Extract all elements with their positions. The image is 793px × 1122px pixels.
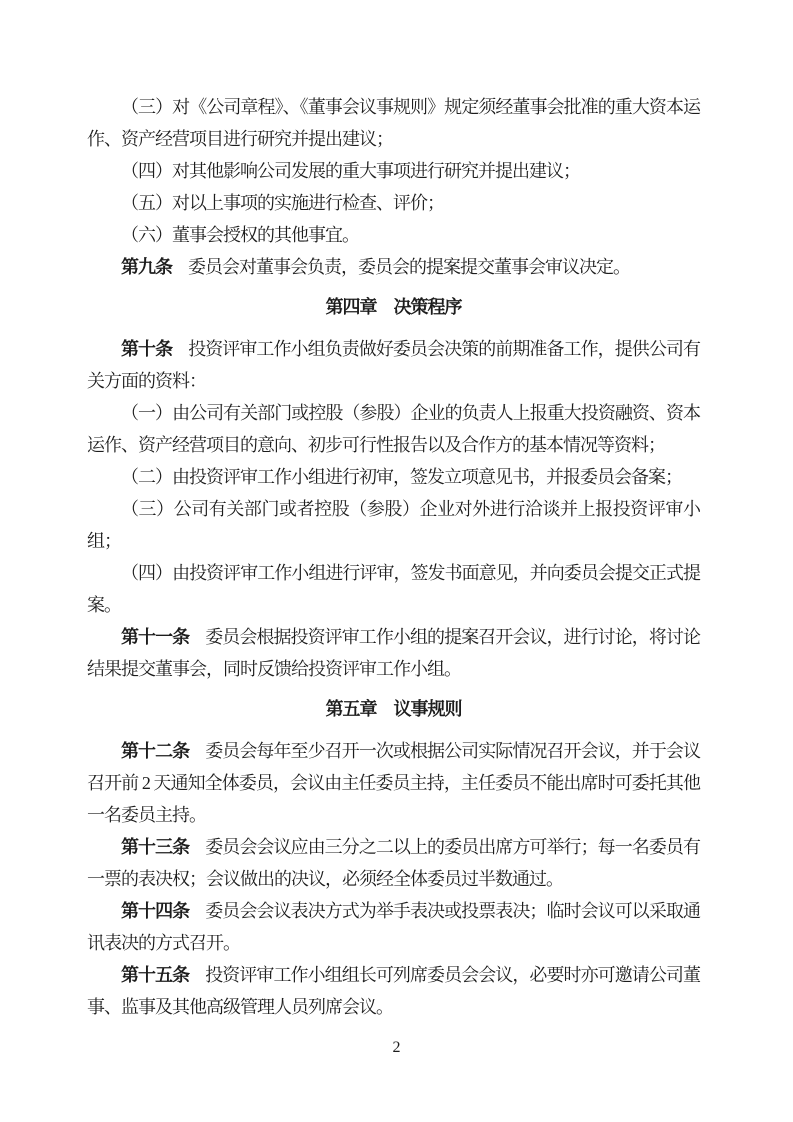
article-number: 第十四条 — [121, 901, 190, 921]
chapter-title: 议事规则 — [393, 699, 462, 719]
chapter-number: 第四章 — [325, 297, 377, 317]
paragraph-text: 投资评审工作小组组长可列席委员会会议，必要时亦可邀请公司董事、监事及其他高级管理人员列席会议。 — [87, 965, 700, 1017]
paragraph-text: 委员会每年至少召开一次或根据公司实际情况召开会议，并于会议召开前 2 天通知全体委员，会议由主任委员主持，主任委员不能出席时可委托其他一名委员主持。 — [87, 741, 700, 825]
article-paragraph — [87, 621, 700, 685]
paragraph-text: （一）由公司有关部门或控股（参股）企业的负责人上报重大投资融资、资本运作、资产经营项目的意向、初步可行性报告以及合作方的基本情况等资料； — [87, 403, 700, 455]
paragraph-text: （四）由投资评审工作小组进行评审，签发书面意见，并向委员会提交正式提案。 — [87, 563, 700, 615]
article-number: 第十五条 — [121, 965, 190, 985]
paragraph-text: 委员会会议应由三分之二以上的委员出席方可举行；每一名委员有一票的表决权；会议做出的决议，必须经全体委员过半数通过。 — [87, 837, 700, 889]
article-number: 第十一条 — [121, 627, 190, 647]
body-paragraph — [87, 155, 700, 187]
body-paragraph — [87, 219, 700, 251]
chapter-heading — [87, 693, 700, 725]
paragraph-text: （二）由投资评审工作小组进行初审，签发立项意见书，并报委员会备案； — [121, 467, 682, 487]
article-paragraph — [87, 735, 700, 831]
chapter-title: 决策程序 — [393, 297, 462, 317]
page-number: 2 — [392, 1039, 401, 1056]
paragraph-text: 委员会对董事会负责，委员会的提案提交董事会审议决定。 — [188, 257, 630, 277]
article-number: 第十二条 — [121, 741, 190, 761]
chapter-heading — [87, 291, 700, 323]
paragraph-text: 委员会会议表决方式为举手表决或投票表决；临时会议可以采取通讯表决的方式召开。 — [87, 901, 700, 953]
chapter-number: 第五章 — [325, 699, 377, 719]
article-number: 第十三条 — [121, 837, 190, 857]
article-paragraph — [87, 959, 700, 1023]
body-paragraph — [87, 397, 700, 461]
body-paragraph — [87, 493, 700, 557]
article-paragraph — [87, 251, 700, 283]
paragraph-text: （五）对以上事项的实施进行检查、评价； — [121, 193, 444, 213]
body-paragraph — [87, 91, 700, 155]
body-paragraph — [87, 461, 700, 493]
article-paragraph — [87, 831, 700, 895]
article-paragraph — [87, 895, 700, 959]
paragraph-text: （六）董事会授权的其他事宜。 — [121, 225, 359, 245]
paragraph-text: 委员会根据投资评审工作小组的提案召开会议，进行讨论，将讨论结果提交董事会，同时反馈给投资评审工作小组。 — [87, 627, 700, 679]
article-number: 第十条 — [121, 339, 173, 359]
body-paragraph — [87, 187, 700, 219]
article-number: 第九条 — [121, 257, 172, 277]
document-body — [87, 91, 700, 1023]
paragraph-text: 投资评审工作小组负责做好委员会决策的前期准备工作，提供公司有关方面的资料： — [87, 339, 700, 391]
paragraph-text: （三）公司有关部门或者控股（参股）企业对外进行洽谈并上报投资评审小组； — [87, 499, 700, 551]
paragraph-text: （三）对《公司章程》、《董事会议事规则》规定须经董事会批准的重大资本运作、资产经营项目进行研究并提出建议； — [87, 97, 700, 149]
paragraph-text: （四）对其他影响公司发展的重大事项进行研究并提出建议； — [121, 161, 580, 181]
article-paragraph — [87, 333, 700, 397]
body-paragraph — [87, 557, 700, 621]
